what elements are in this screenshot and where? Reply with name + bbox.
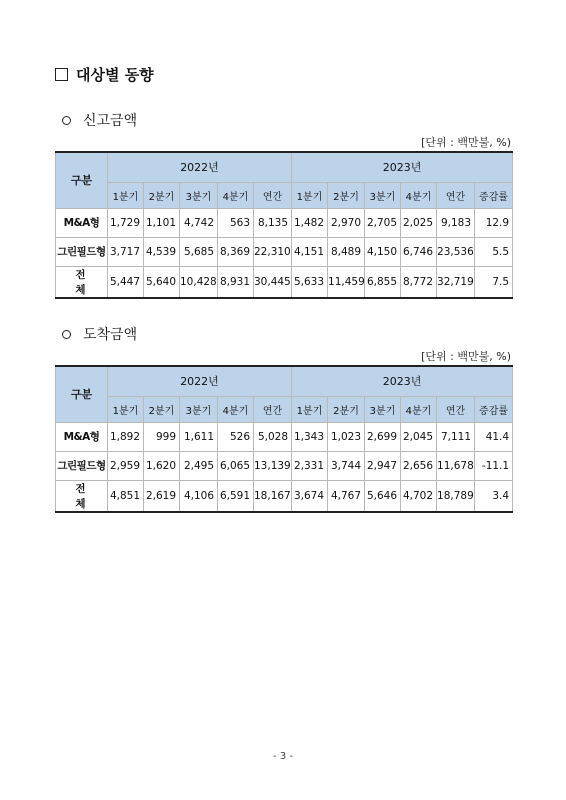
row-label: 그린필드형: [56, 237, 108, 266]
header-year-2023: 2023년: [292, 366, 513, 396]
col-header: 3분기: [365, 396, 401, 422]
table-cell: 2,970: [328, 208, 365, 237]
unit-label: [단위 : 백만불, %): [421, 136, 511, 149]
header-year-2022: 2022년: [108, 152, 292, 182]
table-cell: 4,106: [180, 480, 218, 512]
table-cell: 10,428: [180, 266, 218, 298]
col-header: 3분기: [180, 396, 218, 422]
col-header: 4분기: [218, 182, 254, 208]
col-header: 증감률: [475, 396, 513, 422]
table-cell: 9,183: [437, 208, 475, 237]
table-cell: 2,959: [108, 451, 144, 480]
subsection-title-1: [62, 110, 137, 130]
circle-bullet-icon: [62, 330, 71, 339]
table-cell: 5,640: [144, 266, 180, 298]
header-gubun: 구분: [56, 152, 108, 208]
col-header: 3분기: [180, 182, 218, 208]
table-cell: 22,310: [254, 237, 292, 266]
col-header: 연간: [437, 182, 475, 208]
table-cell: 6,591: [218, 480, 254, 512]
table-cell: 2,619: [144, 480, 180, 512]
table-cell: 2,331: [292, 451, 328, 480]
table-cell: 5.5: [475, 237, 513, 266]
table-cell: 8,369: [218, 237, 254, 266]
table-cell: 32,719: [437, 266, 475, 298]
col-header: 연간: [437, 396, 475, 422]
table-row: [56, 451, 513, 480]
table-cell: 8,135: [254, 208, 292, 237]
table-cell: 8,489: [328, 237, 365, 266]
subsection-title-text: 신고금액: [83, 113, 138, 129]
table-cell: 41.4: [475, 422, 513, 451]
table-cell: 23,536: [437, 237, 475, 266]
table-cell: 2,705: [365, 208, 401, 237]
table-cell: 2,495: [180, 451, 218, 480]
table-cell: 526: [218, 422, 254, 451]
table-cell: 8,772: [401, 266, 437, 298]
table-cell: 3,717: [108, 237, 144, 266]
table-cell: 11,678: [437, 451, 475, 480]
page-number: - 3 -: [273, 751, 293, 762]
circle-bullet-icon: [62, 116, 71, 125]
table-cell: 7.5: [475, 266, 513, 298]
row-label: M&A형: [56, 208, 108, 237]
table-cell: 6,065: [218, 451, 254, 480]
col-header: 연간: [254, 396, 292, 422]
col-header: 4분기: [401, 396, 437, 422]
subsection-title-2: [62, 324, 137, 344]
table-row-total: [56, 480, 513, 512]
col-header: 2분기: [328, 396, 365, 422]
row-label: 전체: [56, 480, 108, 512]
col-header: 2분기: [328, 182, 365, 208]
table-cell: 4,150: [365, 237, 401, 266]
col-header: 2분기: [144, 182, 180, 208]
square-bullet-icon: [55, 68, 68, 81]
subsection-title-text: 도착금액: [83, 327, 138, 343]
table-cell: 13,139: [254, 451, 292, 480]
table-cell: 2,025: [401, 208, 437, 237]
table-cell: 5,447: [108, 266, 144, 298]
table-row: [56, 237, 513, 266]
table-row: [56, 208, 513, 237]
table-cell: 3,674: [292, 480, 328, 512]
table-cell: 6,746: [401, 237, 437, 266]
section-heading-text: 대상별 동향: [76, 66, 154, 84]
header-year-2022: 2022년: [108, 366, 292, 396]
table-cell: 18,789: [437, 480, 475, 512]
table-cell: 1,101: [144, 208, 180, 237]
row-label: M&A형: [56, 422, 108, 451]
table-cell: -11.1: [475, 451, 513, 480]
data-table-2: [55, 365, 513, 513]
table-cell: 4,767: [328, 480, 365, 512]
table-cell: 2,947: [365, 451, 401, 480]
table-cell: 1,343: [292, 422, 328, 451]
table-cell: 4,702: [401, 480, 437, 512]
col-header: 1분기: [292, 396, 328, 422]
header-gubun: 구분: [56, 366, 108, 422]
unit-label: [단위 : 백만불, %): [421, 350, 511, 363]
table-cell: 5,028: [254, 422, 292, 451]
table-row: [56, 422, 513, 451]
table-cell: 1,892: [108, 422, 144, 451]
table-cell: 2,699: [365, 422, 401, 451]
table-cell: 2,656: [401, 451, 437, 480]
table-cell: 3,744: [328, 451, 365, 480]
col-header: 1분기: [108, 396, 144, 422]
section-heading: [55, 64, 154, 85]
col-header: 2분기: [144, 396, 180, 422]
data-table-1: [55, 151, 513, 299]
table-cell: 1,482: [292, 208, 328, 237]
table-cell: 4,742: [180, 208, 218, 237]
table-cell: 5,685: [180, 237, 218, 266]
table-cell: 5,633: [292, 266, 328, 298]
header-year-2023: 2023년: [292, 152, 513, 182]
table-cell: 12.9: [475, 208, 513, 237]
table-cell: 18,167: [254, 480, 292, 512]
col-header: 연간: [254, 182, 292, 208]
col-header: 1분기: [292, 182, 328, 208]
table-cell: 5,646: [365, 480, 401, 512]
table-cell: 2,045: [401, 422, 437, 451]
table-cell: 4,151: [292, 237, 328, 266]
table-row-total: [56, 266, 513, 298]
table-cell: 11,459: [328, 266, 365, 298]
table-cell: 4,539: [144, 237, 180, 266]
table-cell: 7,111: [437, 422, 475, 451]
table-cell: 6,855: [365, 266, 401, 298]
table-cell: 1,611: [180, 422, 218, 451]
table-cell: 30,445: [254, 266, 292, 298]
table-cell: 1,023: [328, 422, 365, 451]
table-cell: 4,851: [108, 480, 144, 512]
col-header: 1분기: [108, 182, 144, 208]
table-cell: 1,620: [144, 451, 180, 480]
table-cell: 563: [218, 208, 254, 237]
col-header: 4분기: [218, 396, 254, 422]
col-header: 4분기: [401, 182, 437, 208]
row-label: 전체: [56, 266, 108, 298]
col-header: 3분기: [365, 182, 401, 208]
table-cell: 999: [144, 422, 180, 451]
table-cell: 3.4: [475, 480, 513, 512]
col-header: 증감률: [475, 182, 513, 208]
row-label: 그린필드형: [56, 451, 108, 480]
table-cell: 1,729: [108, 208, 144, 237]
table-cell: 8,931: [218, 266, 254, 298]
